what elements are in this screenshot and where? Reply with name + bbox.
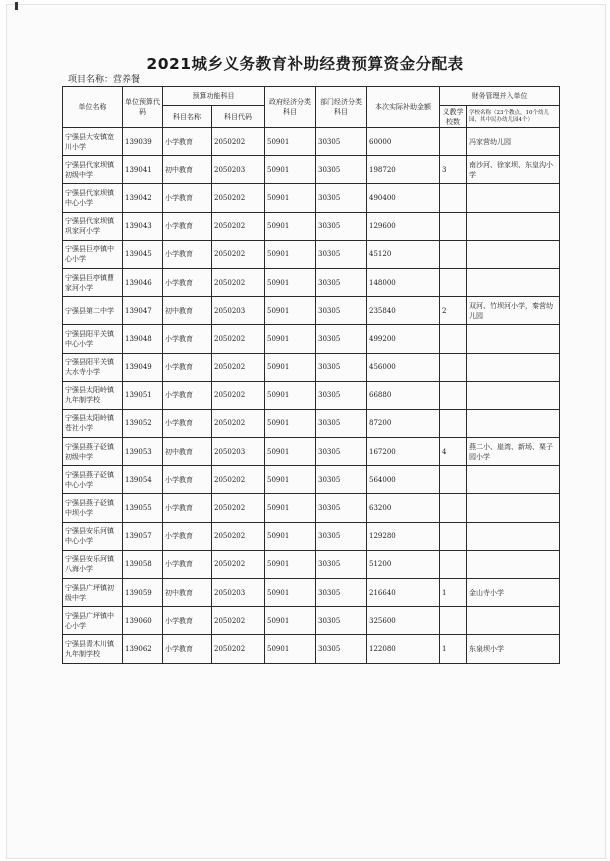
dept-econ-cell: 30305 bbox=[316, 212, 367, 240]
table-row bbox=[63, 353, 560, 381]
gov-econ-cell: 50901 bbox=[265, 522, 316, 550]
project-name: 项目名称：营养餐 bbox=[68, 75, 141, 85]
page-title: 2021城乡义务教育补助经费预算资金分配表 bbox=[146, 55, 464, 73]
allocation-table bbox=[62, 86, 560, 664]
unit-code-cell: 139058 bbox=[123, 550, 163, 578]
merged-schools-cell bbox=[467, 550, 560, 578]
subject-name-cell: 小学教育 bbox=[163, 353, 212, 381]
subject-name-cell: 小学教育 bbox=[163, 268, 212, 296]
subject-code-cell: 2050202 bbox=[212, 607, 265, 635]
subject-code-cell: 2050202 bbox=[212, 550, 265, 578]
merged-schools-cell bbox=[467, 381, 560, 409]
subject-code-cell: 2050202 bbox=[212, 381, 265, 409]
school-count-cell bbox=[440, 353, 467, 381]
school-count-cell bbox=[440, 494, 467, 522]
subject-name-cell: 小学教育 bbox=[163, 466, 212, 494]
merged-schools-cell bbox=[467, 466, 560, 494]
unit-name-cell: 宁强县第二中学 bbox=[63, 297, 123, 325]
gov-econ-cell: 50901 bbox=[265, 494, 316, 522]
table-row bbox=[63, 297, 560, 325]
dept-econ-cell: 30305 bbox=[316, 550, 367, 578]
school-count-cell bbox=[440, 240, 467, 268]
subject-code-cell: 2050202 bbox=[212, 353, 265, 381]
dept-econ-cell: 30305 bbox=[316, 438, 367, 466]
gov-econ-cell: 50901 bbox=[265, 297, 316, 325]
subject-code-cell: 2050202 bbox=[212, 325, 265, 353]
merged-schools-cell: 冯家营幼儿园 bbox=[467, 128, 560, 156]
subject-code-cell: 2050203 bbox=[212, 297, 265, 325]
dept-econ-cell: 30305 bbox=[316, 325, 367, 353]
amount-cell: 235840 bbox=[367, 297, 440, 325]
table-row bbox=[63, 550, 560, 578]
subject-name-cell: 小学教育 bbox=[163, 381, 212, 409]
unit-code-cell: 139054 bbox=[123, 466, 163, 494]
subject-name-cell: 小学教育 bbox=[163, 240, 212, 268]
unit-code-cell: 139047 bbox=[123, 297, 163, 325]
school-count-cell: 1 bbox=[440, 579, 467, 607]
school-count-cell bbox=[440, 550, 467, 578]
amount-cell: 66880 bbox=[367, 381, 440, 409]
subject-code-cell: 2050202 bbox=[212, 240, 265, 268]
gov-econ-cell: 50901 bbox=[265, 579, 316, 607]
gov-econ-cell: 50901 bbox=[265, 607, 316, 635]
table-row bbox=[63, 128, 560, 156]
unit-name-cell: 宁强县广坪镇初级中学 bbox=[63, 579, 123, 607]
gov-econ-cell: 50901 bbox=[265, 381, 316, 409]
subject-code-cell: 2050202 bbox=[212, 635, 265, 663]
amount-cell: 122080 bbox=[367, 635, 440, 663]
subject-name-cell: 小学教育 bbox=[163, 550, 212, 578]
school-count-cell bbox=[440, 325, 467, 353]
school-count-cell bbox=[440, 466, 467, 494]
unit-name-cell: 宁强县安乐河镇中心小学 bbox=[63, 522, 123, 550]
header-subject-name: 科目名称 bbox=[163, 106, 212, 128]
merged-schools-cell bbox=[467, 325, 560, 353]
amount-cell: 129280 bbox=[367, 522, 440, 550]
merged-schools-cell: 南沙河、徐家坝、东皇沟小学 bbox=[467, 156, 560, 184]
dept-econ-cell: 30305 bbox=[316, 353, 367, 381]
header-amount: 本次实际补助金额 bbox=[367, 87, 440, 128]
school-count-cell: 2 bbox=[440, 297, 467, 325]
gov-econ-cell: 50901 bbox=[265, 156, 316, 184]
dept-econ-cell: 30305 bbox=[316, 635, 367, 663]
amount-cell: 198720 bbox=[367, 156, 440, 184]
unit-name-cell: 宁强县代家坝镇初级中学 bbox=[63, 156, 123, 184]
merged-schools-cell bbox=[467, 353, 560, 381]
dept-econ-cell: 30305 bbox=[316, 522, 367, 550]
header-school-count: 义教学校数 bbox=[440, 106, 467, 128]
merged-schools-cell bbox=[467, 522, 560, 550]
merged-schools-cell bbox=[467, 240, 560, 268]
table-row bbox=[63, 579, 560, 607]
subject-name-cell: 初中教育 bbox=[163, 297, 212, 325]
subject-name-cell: 小学教育 bbox=[163, 184, 212, 212]
amount-cell: 490400 bbox=[367, 184, 440, 212]
merged-schools-cell bbox=[467, 607, 560, 635]
school-count-cell bbox=[440, 381, 467, 409]
school-count-cell bbox=[440, 409, 467, 437]
subject-name-cell: 初中教育 bbox=[163, 438, 212, 466]
unit-name-cell: 宁强县阳平关镇大水寺小学 bbox=[63, 353, 123, 381]
merged-schools-cell bbox=[467, 409, 560, 437]
table-row bbox=[63, 607, 560, 635]
subject-code-cell: 2050202 bbox=[212, 128, 265, 156]
unit-name-cell: 宁强县青木川镇九年制学校 bbox=[63, 635, 123, 663]
header-dept-econ: 部门经济分类科目 bbox=[316, 87, 367, 128]
unit-code-cell: 139057 bbox=[123, 522, 163, 550]
gov-econ-cell: 50901 bbox=[265, 212, 316, 240]
subject-name-cell: 小学教育 bbox=[163, 409, 212, 437]
table-row bbox=[63, 635, 560, 663]
merged-schools-cell: 东泉坝小学 bbox=[467, 635, 560, 663]
amount-cell: 45120 bbox=[367, 240, 440, 268]
subject-code-cell: 2050202 bbox=[212, 184, 265, 212]
unit-name-cell: 宁强县安乐河镇八海小学 bbox=[63, 550, 123, 578]
table-row bbox=[63, 240, 560, 268]
table-row bbox=[63, 184, 560, 212]
school-count-cell: 1 bbox=[440, 635, 467, 663]
merged-schools-cell: 金山寺小学 bbox=[467, 579, 560, 607]
school-count-cell bbox=[440, 522, 467, 550]
subject-name-cell: 初中教育 bbox=[163, 156, 212, 184]
header-subject-code: 科目代码 bbox=[212, 106, 265, 128]
unit-name-cell: 宁强县大安镇宽川小学 bbox=[63, 128, 123, 156]
table-row bbox=[63, 212, 560, 240]
subject-name-cell: 小学教育 bbox=[163, 522, 212, 550]
school-count-cell bbox=[440, 607, 467, 635]
gov-econ-cell: 50901 bbox=[265, 635, 316, 663]
subject-code-cell: 2050202 bbox=[212, 409, 265, 437]
amount-cell: 167200 bbox=[367, 438, 440, 466]
gov-econ-cell: 50901 bbox=[265, 550, 316, 578]
unit-code-cell: 139062 bbox=[123, 635, 163, 663]
merged-schools-cell bbox=[467, 268, 560, 296]
subject-code-cell: 2050202 bbox=[212, 466, 265, 494]
dept-econ-cell: 30305 bbox=[316, 607, 367, 635]
subject-code-cell: 2050202 bbox=[212, 522, 265, 550]
subject-name-cell: 小学教育 bbox=[163, 607, 212, 635]
unit-code-cell: 139060 bbox=[123, 607, 163, 635]
school-count-cell bbox=[440, 212, 467, 240]
amount-cell: 499200 bbox=[367, 325, 440, 353]
header-gov-econ: 政府经济分类科目 bbox=[265, 87, 316, 128]
table-row bbox=[63, 325, 560, 353]
amount-cell: 216640 bbox=[367, 579, 440, 607]
unit-code-cell: 139059 bbox=[123, 579, 163, 607]
school-count-cell: 4 bbox=[440, 438, 467, 466]
dept-econ-cell: 30305 bbox=[316, 128, 367, 156]
unit-name-cell: 宁强县巨亭镇曹家河小学 bbox=[63, 268, 123, 296]
unit-code-cell: 139049 bbox=[123, 353, 163, 381]
subject-code-cell: 2050202 bbox=[212, 494, 265, 522]
subject-code-cell: 2050202 bbox=[212, 212, 265, 240]
amount-cell: 129600 bbox=[367, 212, 440, 240]
merged-schools-cell: 燕二小、崖湾、新场、栗子园小学 bbox=[467, 438, 560, 466]
subject-name-cell: 小学教育 bbox=[163, 325, 212, 353]
unit-name-cell: 宁强县代家坝镇中心小学 bbox=[63, 184, 123, 212]
subject-name-cell: 小学教育 bbox=[163, 635, 212, 663]
header-func-subject: 预算功能科目 bbox=[163, 87, 265, 106]
dept-econ-cell: 30305 bbox=[316, 156, 367, 184]
dept-econ-cell: 30305 bbox=[316, 409, 367, 437]
unit-name-cell: 宁强县广坪镇中心小学 bbox=[63, 607, 123, 635]
unit-name-cell: 宁强县太阳岭镇苍社小学 bbox=[63, 409, 123, 437]
table-row bbox=[63, 156, 560, 184]
amount-cell: 87200 bbox=[367, 409, 440, 437]
unit-code-cell: 139048 bbox=[123, 325, 163, 353]
gov-econ-cell: 50901 bbox=[265, 268, 316, 296]
amount-cell: 51200 bbox=[367, 550, 440, 578]
unit-code-cell: 139055 bbox=[123, 494, 163, 522]
amount-cell: 63200 bbox=[367, 494, 440, 522]
unit-code-cell: 139039 bbox=[123, 128, 163, 156]
gov-econ-cell: 50901 bbox=[265, 184, 316, 212]
unit-name-cell: 宁强县燕子砭镇中坝小学 bbox=[63, 494, 123, 522]
amount-cell: 456000 bbox=[367, 353, 440, 381]
merged-schools-cell bbox=[467, 212, 560, 240]
dept-econ-cell: 30305 bbox=[316, 494, 367, 522]
dept-econ-cell: 30305 bbox=[316, 240, 367, 268]
table-row bbox=[63, 381, 560, 409]
gov-econ-cell: 50901 bbox=[265, 438, 316, 466]
dept-econ-cell: 30305 bbox=[316, 381, 367, 409]
amount-cell: 325600 bbox=[367, 607, 440, 635]
merged-schools-cell: 双河、竹坝河小学，秦营幼儿园 bbox=[467, 297, 560, 325]
gov-econ-cell: 50901 bbox=[265, 466, 316, 494]
unit-name-cell: 宁强县燕子砭镇初级中学 bbox=[63, 438, 123, 466]
subject-name-cell: 小学教育 bbox=[163, 128, 212, 156]
header-unit-code: 单位预算代码 bbox=[123, 87, 163, 128]
school-count-cell: 3 bbox=[440, 156, 467, 184]
table-row bbox=[63, 268, 560, 296]
header-school-names: 学校名称（23个教点，10个幼儿园，其中民办幼儿园4个） bbox=[467, 106, 560, 128]
dept-econ-cell: 30305 bbox=[316, 579, 367, 607]
table-row bbox=[63, 409, 560, 437]
gov-econ-cell: 50901 bbox=[265, 240, 316, 268]
subject-code-cell: 2050203 bbox=[212, 579, 265, 607]
unit-name-cell: 宁强县巨亭镇中心小学 bbox=[63, 240, 123, 268]
table-row bbox=[63, 494, 560, 522]
school-count-cell bbox=[440, 128, 467, 156]
unit-code-cell: 139041 bbox=[123, 156, 163, 184]
dept-econ-cell: 30305 bbox=[316, 268, 367, 296]
subject-name-cell: 小学教育 bbox=[163, 494, 212, 522]
school-count-cell bbox=[440, 184, 467, 212]
header-unit-name: 单位名称 bbox=[63, 87, 123, 128]
gov-econ-cell: 50901 bbox=[265, 128, 316, 156]
unit-code-cell: 139052 bbox=[123, 409, 163, 437]
school-count-cell bbox=[440, 268, 467, 296]
unit-code-cell: 139042 bbox=[123, 184, 163, 212]
unit-code-cell: 139051 bbox=[123, 381, 163, 409]
gov-econ-cell: 50901 bbox=[265, 409, 316, 437]
merged-schools-cell bbox=[467, 494, 560, 522]
unit-name-cell: 宁强县太阳岭镇九年制学校 bbox=[63, 381, 123, 409]
table-row bbox=[63, 522, 560, 550]
table-row bbox=[63, 438, 560, 466]
table-row bbox=[63, 466, 560, 494]
amount-cell: 60000 bbox=[367, 128, 440, 156]
gov-econ-cell: 50901 bbox=[265, 353, 316, 381]
subject-name-cell: 小学教育 bbox=[163, 212, 212, 240]
scan-mark bbox=[15, 2, 18, 10]
amount-cell: 148000 bbox=[367, 268, 440, 296]
dept-econ-cell: 30305 bbox=[316, 466, 367, 494]
header-merge-group: 财务管理并入单位 bbox=[440, 87, 560, 106]
subject-name-cell: 初中教育 bbox=[163, 579, 212, 607]
unit-code-cell: 139046 bbox=[123, 268, 163, 296]
subject-code-cell: 2050203 bbox=[212, 438, 265, 466]
subject-code-cell: 2050202 bbox=[212, 268, 265, 296]
unit-name-cell: 宁强县阳平关镇中心小学 bbox=[63, 325, 123, 353]
dept-econ-cell: 30305 bbox=[316, 184, 367, 212]
unit-code-cell: 139043 bbox=[123, 212, 163, 240]
unit-name-cell: 宁强县代家坝镇巩家河小学 bbox=[63, 212, 123, 240]
gov-econ-cell: 50901 bbox=[265, 325, 316, 353]
unit-code-cell: 139045 bbox=[123, 240, 163, 268]
unit-code-cell: 139053 bbox=[123, 438, 163, 466]
merged-schools-cell bbox=[467, 184, 560, 212]
unit-name-cell: 宁强县燕子砭镇中心小学 bbox=[63, 466, 123, 494]
amount-cell: 564000 bbox=[367, 466, 440, 494]
dept-econ-cell: 30305 bbox=[316, 297, 367, 325]
subject-code-cell: 2050203 bbox=[212, 156, 265, 184]
